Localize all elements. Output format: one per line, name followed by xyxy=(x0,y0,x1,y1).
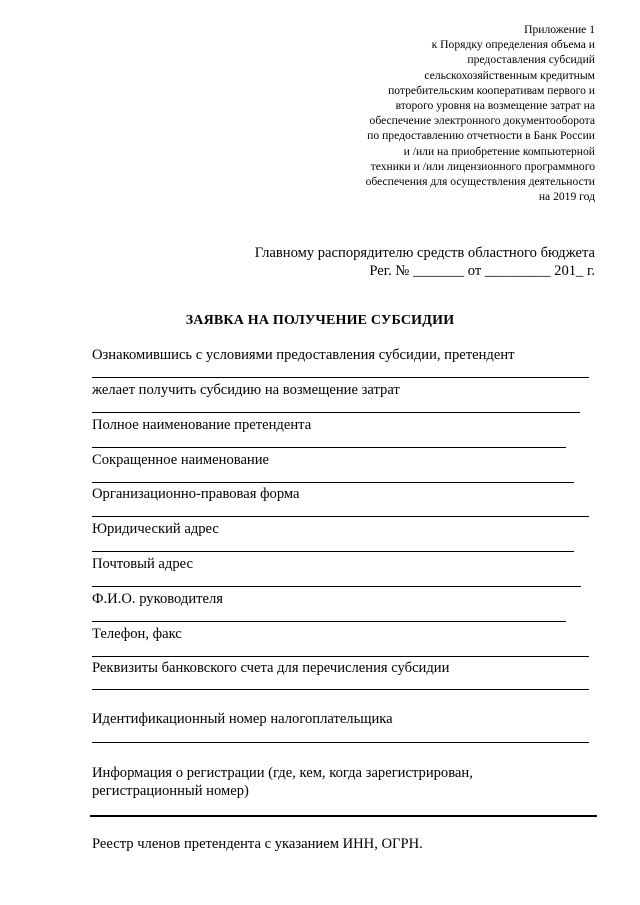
intro-label: Ознакомившись с условиями предоставления субсидии, претендент xyxy=(92,347,515,363)
registration-fill-line xyxy=(90,815,597,817)
full-name-label: Полное наименование претендента xyxy=(92,417,312,433)
document-title: ЗАЯВКА НА ПОЛУЧЕНИЕ СУБСИДИИ xyxy=(185,313,455,328)
appendix-line: к Порядку определения объема и xyxy=(431,38,595,52)
appendix-line: сельскохозяйственным кредитным xyxy=(424,68,595,82)
inn-label: Идентификационный номер налогоплательщика xyxy=(92,711,393,727)
registration-number-line: Рег. № _______ от _________ 201_ г. xyxy=(369,263,595,279)
appendix-line: предоставления субсидий xyxy=(467,53,595,67)
registration-line-2: регистрационный номер) xyxy=(92,783,249,799)
director-label: Ф.И.О. руководителя xyxy=(92,591,224,607)
appendix-line: обеспечения для осуществления деятельности xyxy=(365,175,595,189)
appendix-line: потребительским кооперативам первого и xyxy=(388,83,595,97)
phone-fax-label: Телефон, факс xyxy=(92,626,182,642)
appendix-line: обеспечение электронного документооборота xyxy=(369,114,595,128)
registry-label: Реестр членов претендента с указанием ИНН, ОГРН. xyxy=(92,836,423,852)
postal-address-fill-line xyxy=(92,586,581,587)
recipient-text: Главному распорядителю средств областного бюджета xyxy=(254,245,595,261)
bank-details-label: Реквизиты банковского счета для перечисления субсидии xyxy=(92,660,450,676)
inn-fill-line xyxy=(92,742,589,743)
short-name-fill-line xyxy=(92,482,574,483)
legal-form-label: Организационно-правовая форма xyxy=(92,486,300,502)
phone-fax-fill-line xyxy=(92,656,589,657)
director-fill-line xyxy=(92,621,566,622)
intro-cont-fill-line xyxy=(92,412,580,413)
legal-form-fill-line xyxy=(92,516,589,517)
appendix-block xyxy=(295,22,595,204)
appendix-line: техники и /или лицензионного программного xyxy=(370,159,595,173)
appendix-line: и /или на приобретение компьютерной xyxy=(403,144,595,158)
short-name-label: Сокращенное наименование xyxy=(92,452,270,468)
appendix-line: второго уровня на возмещение затрат на xyxy=(395,99,595,113)
legal-address-fill-line xyxy=(92,551,574,552)
addressee-block xyxy=(255,244,595,280)
appendix-line: Приложение 1 xyxy=(524,23,595,36)
bank-details-fill-line xyxy=(92,689,589,690)
legal-address-label: Юридический адрес xyxy=(92,521,219,537)
registration-label xyxy=(92,764,473,800)
intro-fill-line xyxy=(92,377,589,378)
intro-cont-label: желает получить субсидию на возмещение затрат xyxy=(92,382,400,398)
registration-line-1: Информация о регистрации (где, кем, когда зарегистрирован, xyxy=(92,765,473,781)
full-name-fill-line xyxy=(92,447,566,448)
appendix-line: по предоставлению отчетности в Банк России xyxy=(367,129,595,143)
appendix-line: на 2019 год xyxy=(538,190,595,204)
postal-address-label: Почтовый адрес xyxy=(92,556,193,572)
